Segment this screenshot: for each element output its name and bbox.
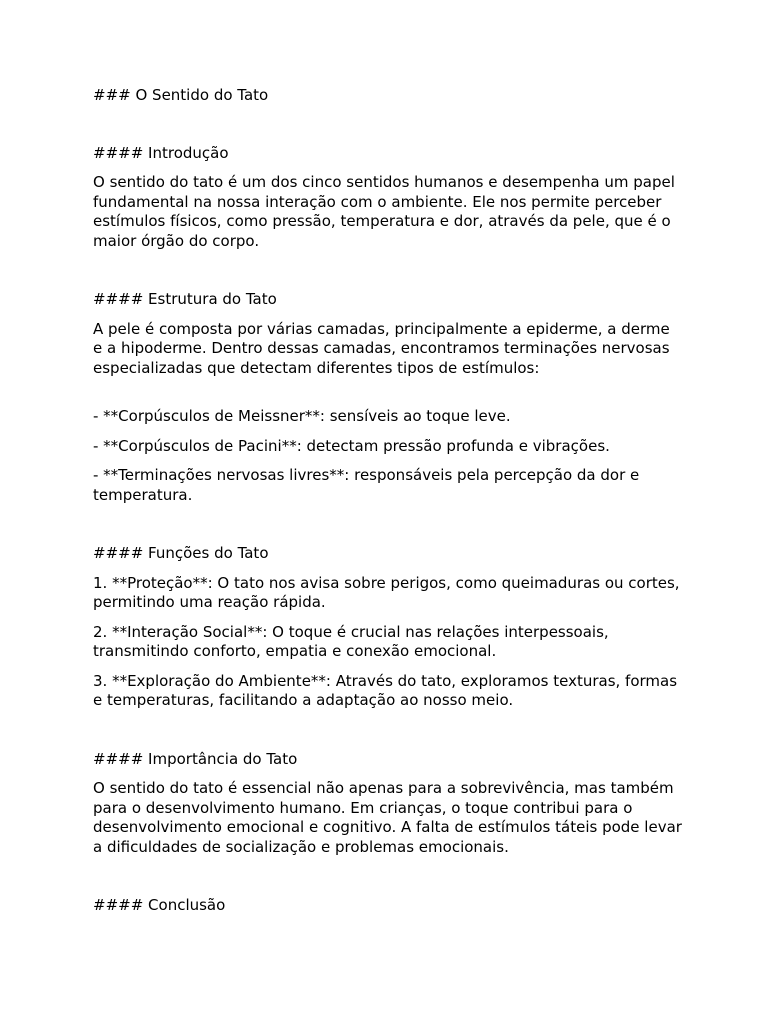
section-heading-funcoes: #### Funções do Tato xyxy=(93,544,269,562)
document-title: ### O Sentido do Tato xyxy=(93,86,269,104)
list-item-terminacoes: - **Terminações nervosas livres**: responsáveis pela percepção da dor e temperatura. xyxy=(93,466,640,504)
list-item-protecao: 1. **Proteção**: O tato nos avisa sobre perigos, como queimaduras ou cortes, permitindo uma reação rápida. xyxy=(93,573,680,611)
paragraph-introducao: O sentido do tato é um dos cinco sentidos humanos e desempenha um papel fundamental na nossa interação com o ambiente. Ele nos permite perceber estímulos físicos, como pressão, temperatura e dor, através da pele, que é o maior órgão do corpo. xyxy=(93,173,675,250)
list-item-meissner: - **Corpúsculos de Meissner**: sensíveis ao toque leve. xyxy=(93,407,511,425)
list-item-pacini: - **Corpúsculos de Pacini**: detectam pressão profunda e vibrações. xyxy=(93,436,610,455)
section-heading-importancia: #### Importância do Tato xyxy=(93,749,298,768)
section-heading-conclusao: #### Conclusão xyxy=(93,896,226,914)
paragraph-importancia: O sentido do tato é essencial não apenas para a sobrevivência, mas também para o desenvolvimento humano. Em crianças, o toque contribui para o desenvolvimento emocional e cognitivo. A falta de estímulos táteis pode levar a dificuldades de socialização e problemas emocionais. xyxy=(93,779,682,856)
paragraph-estrutura: A pele é composta por várias camadas, principalmente a epiderme, a derme e a hipoderme. Dentro dessas camadas, encontramos terminações nervosas especializadas que detectam diferentes tipos de estímulos: xyxy=(93,319,670,377)
list-item-exploracao: 3. **Exploração do Ambiente**: Através do tato, exploramos texturas, formas e temperaturas, facilitando a adaptação ao nosso meio. xyxy=(93,671,678,709)
document-page xyxy=(93,86,683,916)
section-heading-introducao: #### Introdução xyxy=(93,143,229,162)
list-item-interacao-social: 2. **Interação Social**: O toque é crucial nas relações interpessoais, transmitindo conforto, empatia e conexão emocional. xyxy=(93,622,609,660)
section-heading-estrutura: #### Estrutura do Tato xyxy=(93,290,277,308)
